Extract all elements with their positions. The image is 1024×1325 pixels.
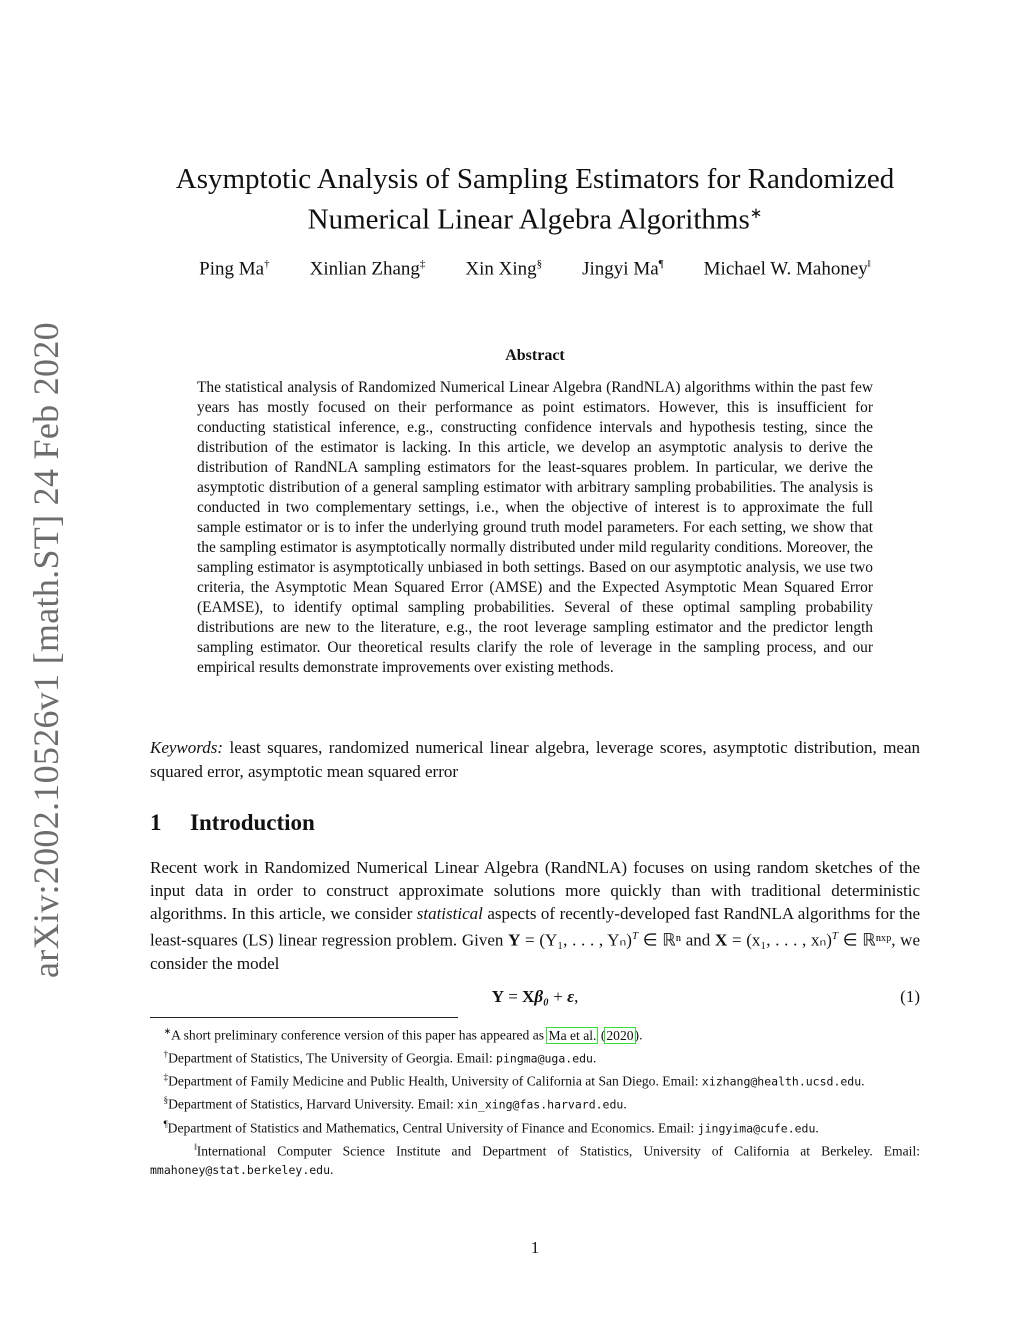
y-definition: = (Y₁, . . . , Yₙ)	[525, 930, 632, 950]
footnote-email: xin_xing@fas.harvard.edu	[457, 1097, 624, 1112]
footnote-end: .	[623, 1096, 627, 1112]
footnote-email: xizhang@health.ucsd.edu	[701, 1074, 862, 1089]
eq-comma: ,	[574, 987, 579, 1006]
author-mark: †	[264, 258, 270, 270]
footnote-end: .	[861, 1073, 865, 1089]
author-name: Xin Xing	[465, 258, 537, 280]
footnote	[150, 1022, 920, 1045]
equation-number: (1)	[900, 987, 920, 1006]
footnote-email: pingma@uga.edu	[496, 1051, 593, 1066]
title-line-2-text: Numerical Linear Algebra Algorithms	[307, 203, 750, 236]
footnote	[150, 1091, 920, 1114]
x-transpose: T	[831, 930, 839, 942]
eq-equals: =	[503, 987, 523, 1006]
footnote-end: .	[815, 1120, 819, 1136]
eq-x: X	[522, 987, 535, 1006]
footnote-mark: ‡	[163, 1072, 169, 1083]
eq-beta: β₀	[534, 987, 549, 1006]
author-list	[150, 258, 920, 280]
author-mark: ‖	[867, 258, 871, 270]
author	[465, 258, 542, 280]
footnote	[150, 1138, 920, 1180]
footnote-mark: ∗	[163, 1026, 172, 1036]
author	[582, 258, 664, 280]
arxiv-side-stamp	[17, 322, 75, 978]
author	[199, 258, 269, 280]
eq-epsilon: ε	[567, 987, 575, 1006]
footnote	[150, 1115, 920, 1138]
intro-text-1: Recent work in Randomized Numerical Linear Algebra (RandNLA) focuses on using random sketches of the input data in order to construct approximate solutions more quickly than with traditional deterministic algorithms. In this article, we consider	[150, 858, 920, 923]
author-mark: ‡	[419, 258, 426, 270]
author-mark: ¶	[658, 258, 664, 270]
title-footnote-mark: ∗	[749, 206, 763, 222]
footnote-text: Department of Statistics, Harvard University. Email:	[168, 1096, 458, 1112]
title-line-2	[150, 197, 920, 238]
abstract-body: The statistical analysis of Randomized Numerical Linear Algebra (RandNLA) algorithms within the past few years has mostly focused on their performance as point estimators. However, this is insufficient for conducting statistical inference, e.g., constructing confidence intervals and hypothesis testing, since the distribution of the estimator is lacking. In this article, we develop an asymptotic analysis to derive the distribution of RandNLA sampling estimators for the least-squares problem. In particular, we derive the asymptotic distribution of a general sampling estimator with arbitrary sampling probabilities. The analysis is conducted in two complementary settings, i.e., when the objective of interest is to approximate the full sample estimator or is to infer the underlying ground truth model parameters. For each setting, we show that the sampling estimator is asymptotically normally distributed under mild regularity conditions. Moreover, the sampling estimator is asymptotically unbiased in both settings. Based on our asymptotic analysis, we use two criteria, the Asymptotic Mean Squared Error (AMSE) and the Expected Asymptotic Mean Squared Error (EAMSE), to identify optimal sampling probabilities. Several of these optimal sampling probability distributions are new to the literature, e.g., the root leverage sampling estimator and the predictor length sampling estimator. Our theoretical results clarify the role of leverage in the sampling process, and our empirical results demonstrate improvements over existing methods.	[197, 379, 873, 676]
section-title: Introduction	[190, 810, 315, 835]
intro-paragraph	[150, 856, 920, 975]
y-space: ∈ ℝⁿ and	[642, 930, 711, 950]
footnote-email: mmahoney@stat.berkeley.edu	[150, 1162, 331, 1177]
eq-y: Y	[491, 987, 504, 1006]
paper-title	[150, 162, 920, 238]
keywords	[150, 736, 920, 784]
footnote-mark: ‖	[194, 1141, 197, 1152]
y-symbol: Y	[508, 930, 521, 950]
author-name: Ping Ma	[199, 258, 265, 280]
footnote-divider	[150, 1017, 458, 1018]
footnote-text: Department of Family Medicine and Public Health, University of California at San Diego. Email:	[168, 1073, 702, 1089]
footnote-text: A short preliminary conference version of this paper has appeared as	[171, 1027, 545, 1043]
footnote-end: .	[330, 1161, 334, 1177]
abstract-heading: Abstract	[505, 347, 565, 364]
keywords-label: Keywords:	[150, 738, 224, 757]
citation-link[interactable]: Ma et al.	[548, 1027, 597, 1043]
footnote-text: Department of Statistics, The University of Georgia. Email:	[168, 1050, 497, 1066]
arxiv-identifier: arXiv:2002.10526v1 [math.ST] 24 Feb 2020	[26, 322, 67, 978]
author-name: Jingyi Ma	[582, 258, 659, 280]
section-heading	[150, 810, 315, 836]
page-number: 1	[530, 1238, 540, 1257]
footnote-mark: §	[163, 1095, 169, 1106]
author-name: Xinlian Zhang	[309, 258, 420, 280]
eq-plus: +	[548, 987, 568, 1006]
y-transpose: T	[631, 930, 639, 942]
equation-expression	[150, 987, 920, 1007]
citation-year-link[interactable]: 2020	[606, 1027, 634, 1043]
footnote	[150, 1045, 920, 1068]
intro-text-2: aspects of recently-developed fast RandNLA algorithms for the least-squares (LS) linear regression problem. Given	[150, 904, 920, 950]
citation-close: ).	[634, 1027, 643, 1043]
citation-open: (	[597, 1027, 606, 1043]
footnote-end: .	[592, 1050, 597, 1066]
section-number: 1	[150, 810, 162, 835]
x-space: ∈ ℝⁿˣᵖ, we consider the model	[150, 930, 921, 973]
intro-emphasis: statistical	[416, 904, 483, 923]
author-name: Michael W. Mahoney	[703, 258, 868, 280]
x-symbol: X	[714, 930, 728, 950]
author	[704, 258, 871, 280]
keywords-text: least squares, randomized numerical linear algebra, leverage scores, asymptotic distribution, mean squared error, asymptotic mean squared error	[150, 738, 921, 781]
author	[310, 258, 426, 280]
x-definition: = (x₁, . . . , xₙ)	[731, 930, 832, 950]
footnote-email: jingyima@cufe.edu	[697, 1121, 816, 1136]
footnote-text: Department of Statistics and Mathematics, Central University of Finance and Economics. Email:	[167, 1120, 698, 1136]
title-line-1: Asymptotic Analysis of Sampling Estimators for Randomized	[175, 163, 895, 195]
footnotes	[150, 1022, 920, 1179]
footnote	[150, 1068, 920, 1091]
footnote-mark: ¶	[163, 1118, 168, 1129]
author-mark: §	[536, 258, 543, 270]
footnote-mark: †	[163, 1049, 169, 1060]
footnote-text: International Computer Science Institute and Department of Statistics, University of California at Berkeley. Email:	[196, 1143, 920, 1159]
